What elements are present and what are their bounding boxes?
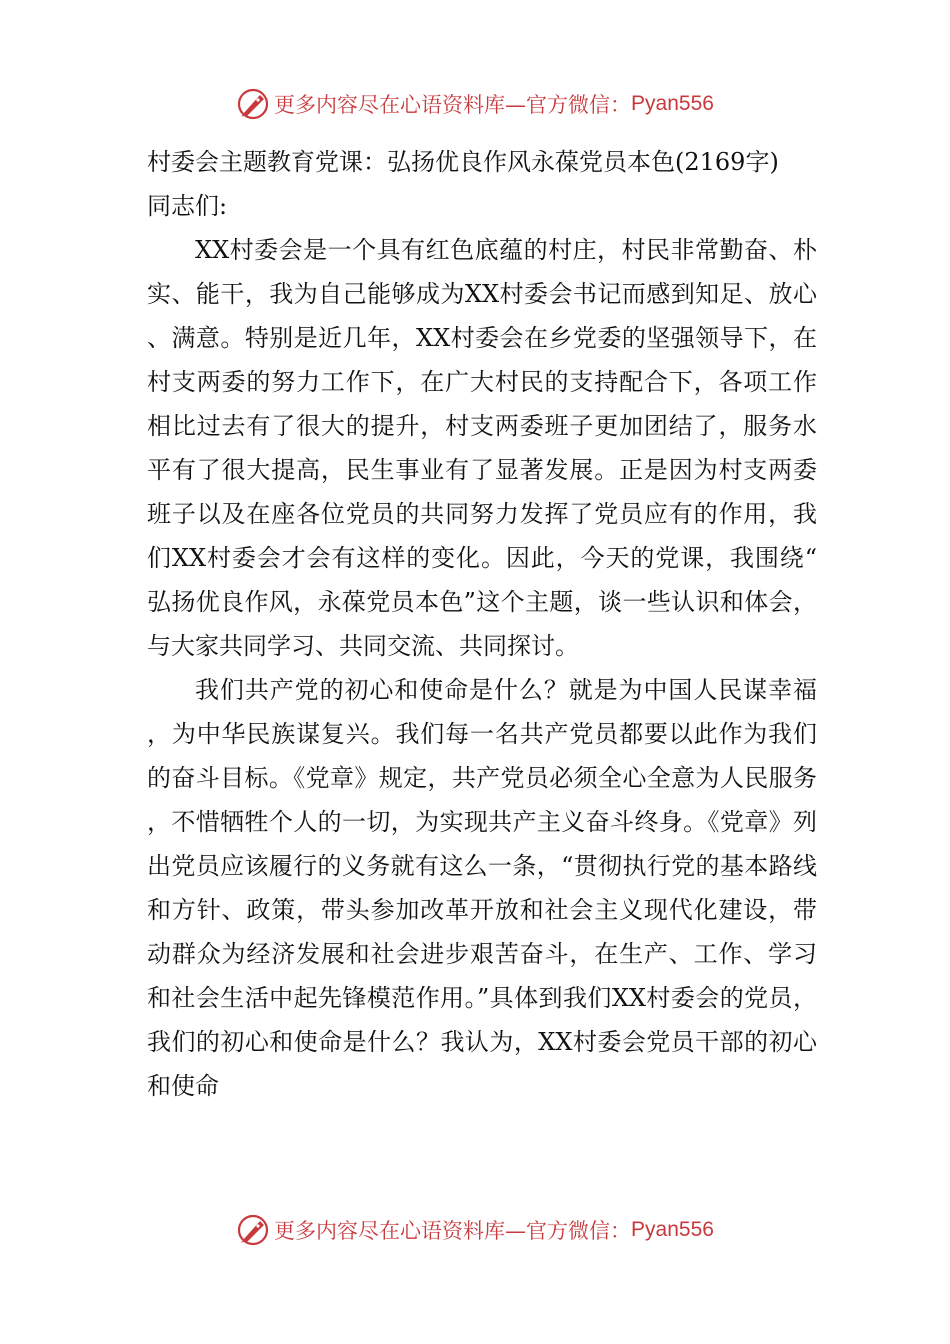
pen-nib-icon: [236, 1213, 270, 1247]
watermark-text: 更多内容尽在心语资料库—官方微信：: [274, 1219, 632, 1243]
header-watermark: [0, 84, 950, 124]
watermark-wechat-id: Pyan556: [631, 92, 714, 115]
paragraph-2: 我们共产党的初心和使命是什么？就是为中国人民谋幸福，为中华民族谋复兴。我们每一名共产党员都要以此作为我们的奋斗目标。《党章》规定，共产党员必须全心全意为人民服务，不惜牺牲个人的一切，为实现共产主义奋斗终身。《党章》列出党员应该履行的义务就有这么一条，“贯彻执行党的基本路线和方针、政策，带头参加改革开放和社会主义现代化建设，带动群众为经济发展和社会进步艰苦奋斗，在生产、工作、学习和社会生活中起先锋模范作用。”具体到我们XX村委会的党员，我们的初心和使命是什么？我认为，XX村委会党员干部的初心和使命: [147, 676, 817, 1100]
greeting: 同志们:: [147, 192, 228, 220]
paragraph-1: XX村委会是一个具有红色底蕴的村庄，村民非常勤奋、朴实、能干，我为自己能够成为XX村委会书记而感到知足、放心、满意。特别是近几年，XX村委会在乡党委的坚强领导下，在村支两委的努力工作下，在广大村民的支持配合下，各项工作相比过去有了很大的提升，村支两委班子更加团结了，服务水平有了很大提高，民生事业有了显著发展。正是因为村支两委班子以及在座各位党员的共同努力发挥了党员应有的作用，我们XX村委会才会有这样的变化。因此，今天的党课，我围绕“弘扬优良作风，永葆党员本色”这个主题，谈一些认识和体会，与大家共同学习、共同交流、共同探讨。: [147, 236, 817, 660]
document-title: 村委会主题教育党课：弘扬优良作风永葆党员本色(2169字): [147, 148, 779, 176]
watermark-text: 更多内容尽在心语资料库—官方微信：: [274, 93, 632, 117]
document-body: [147, 140, 817, 1108]
footer-watermark: [0, 1210, 950, 1250]
pen-nib-icon: [236, 87, 270, 121]
watermark-wechat-id: Pyan556: [631, 1218, 714, 1241]
